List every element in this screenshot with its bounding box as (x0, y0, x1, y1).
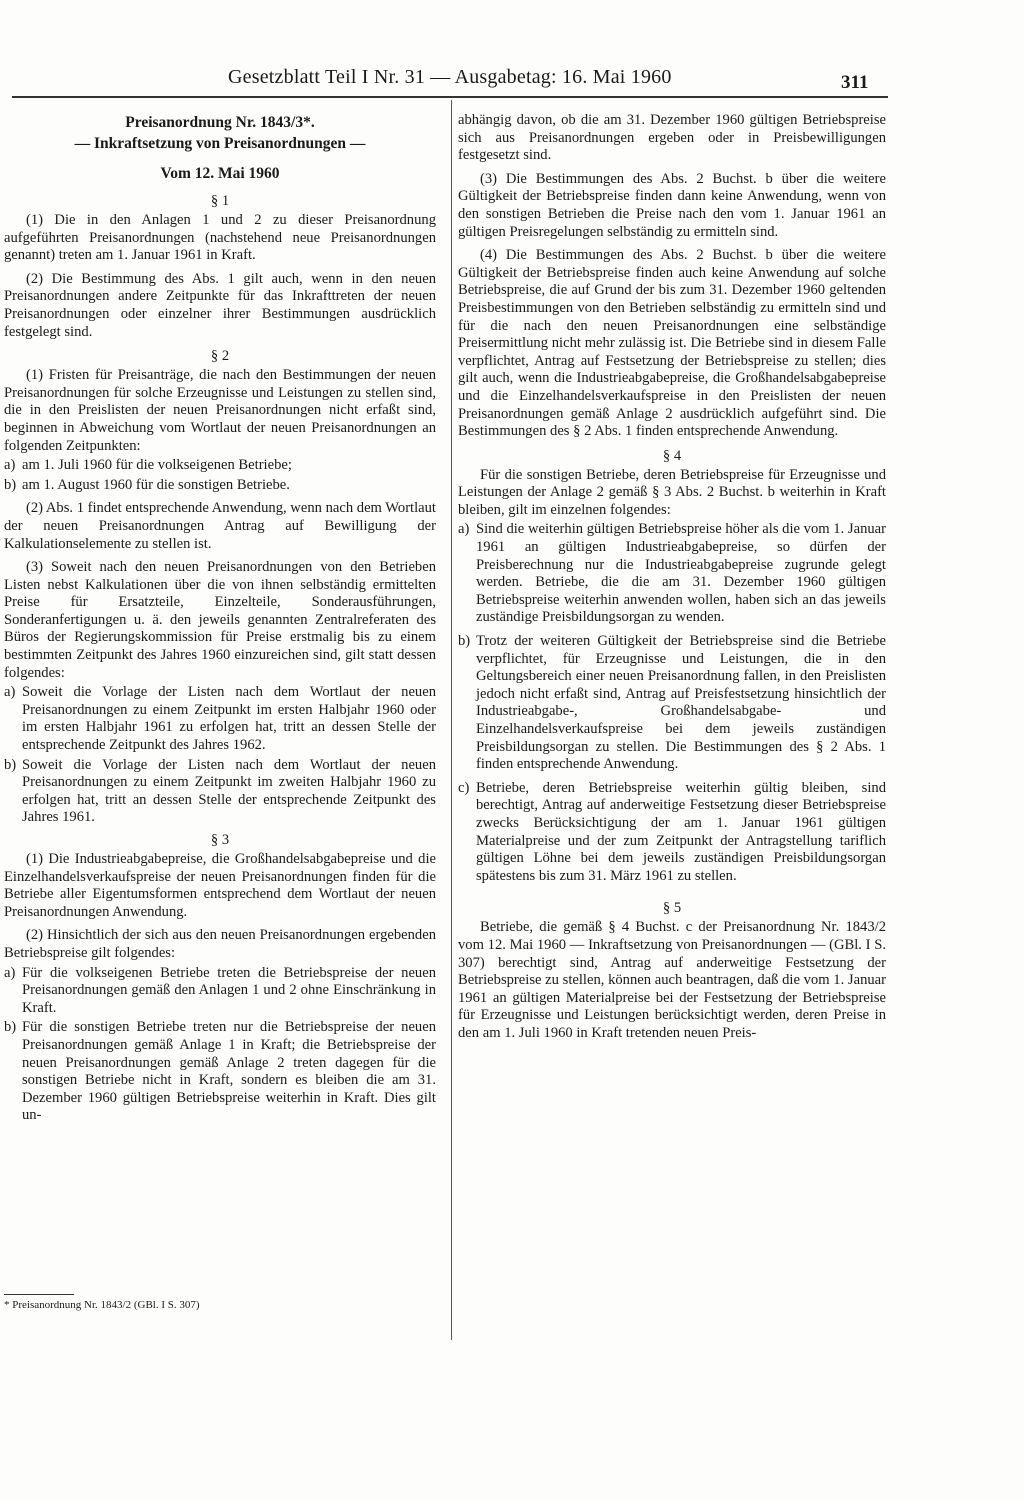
list-item (4, 477, 436, 495)
s1-paragraph-1: (1) Die in den Anlagen 1 und 2 zu dieser Preisanordnung aufgeführten Preisanordnungen (nachstehend neue Preisanordnungen genannt) treten am 1. Januar 1961 in Kraft. (4, 212, 436, 264)
s1-paragraph-2: (2) Die Bestimmung des Abs. 1 gilt auch, wenn in den neuen Preisanordnungen andere Zeitpunkte für das Inkrafttreten der neuen Preisanordnungen oder einzelner ihrer Bestimmungen ausdrücklich festgelegt sind. (4, 270, 436, 340)
list-text: am 1. Juli 1960 für die volkseigenen Betriebe; (22, 457, 292, 474)
list-item (4, 684, 436, 754)
header-rule (12, 96, 888, 98)
list-text: Für die volkseigenen Betriebe treten die Betriebspreise der neuen Preisanordnungen gemäß den Anlagen 1 und 2 ohne Einschränkung in Kraft. (22, 964, 436, 1016)
footnote: * Preisanordnung Nr. 1843/2 (GBl. I S. 307) (4, 1299, 200, 1311)
list-marker: b) (4, 476, 17, 493)
list-text: am 1. August 1960 für die sonstigen Betriebe. (22, 476, 290, 493)
list-item (4, 1019, 436, 1125)
ordinance-title: Preisanordnung Nr. 1843/3*. (125, 114, 315, 131)
list-text: Sind die weiterhin gültigen Betriebspreise höher als die vom 1. Januar 1961 an gültigen Industrieabgabepreise, so dürfen der Preisberechnung nur die Industrieabgabepreise zugrunde gelegt werden. Betriebe, die die am 31. Dezember 1960 gültigen Betriebspreise weiterhin anwenden wollen, haben sich an das jeweils zuständige Preisbildungsorgan zu wenden. (476, 521, 886, 626)
page-number: 311 (841, 72, 869, 93)
footnote-rule (4, 1294, 74, 1295)
section-heading-5: § 5 (662, 900, 682, 917)
list-text: Für die sonstigen Betriebe treten nur die Betriebspreise der neuen Preisanordnungen gemäß Anlage 1 in Kraft; die Betriebspreise der neuen Preisanordnungen gemäß Anlage 2 treten dagegen für die sonstigen Betriebe nicht in Kraft, sondern es bleiben die am 31. Dezember 1960 gültigen Betriebspreise weiterhin in Kraft. Dies gilt un- (22, 1019, 436, 1124)
s3-paragraph-3: (3) Die Bestimmungen des Abs. 2 Buchst. b über die weitere Gültigkeit der Betriebspreise finden dann keine Anwendung, wenn von den sonstigen Betrieben die Preise nach den vom 1. Januar 1961 an gültigen Preisregelungen selbständig zu ermitteln sind. (458, 170, 886, 240)
list-marker: b) (4, 1019, 17, 1036)
list-text: Trotz der weiteren Gültigkeit der Betriebspreise sind die Betriebe verpflichtet, für Erzeugnisse und Leistungen, die in den Geltungsbereich einer neuen Preisanordnung fallen, in den Preislisten jedoch nicht erfaßt sind, Antrag auf Preisfestsetzung hinsichtlich der Industrieabgabe-, Großhandelsabgabe- und Einzelhandelsverkaufspreise bei dem jeweils zuständigen Preisbildungsorgan zu stellen. Die Bestimmungen des § 2 Abs. 1 finden entsprechende Anwendung. (476, 633, 886, 773)
right-column (458, 112, 886, 1049)
s2-paragraph-2: (2) Abs. 1 findet entsprechende Anwendung, wenn nach dem Wortlaut der neuen Preisanordnungen Antrag auf Bewilligung der Kalkulationselemente zu stellen ist. (4, 500, 436, 552)
s3-paragraph-2: (2) Hinsichtlich der sich aus den neuen Preisanordnungen ergebenden Betriebspreise gilt folgendes: (4, 927, 436, 961)
list-marker: b) (4, 756, 17, 773)
section-heading-4: § 4 (662, 447, 682, 464)
list-item (4, 965, 436, 1018)
list-marker: c) (458, 779, 470, 796)
s3-paragraph-1: (1) Die Industrieabgabepreise, die Großhandelsabgabepreise und die Einzelhandelsverkaufspreise der neuen Preisanordnungen finden für die Betriebe aller Eigentumsformen entsprechend dem Wortlaut der neuen Preisanordnungen Anwendung. (4, 851, 436, 920)
s3-paragraph-2-continued: abhängig davon, ob die am 31. Dezember 1960 gültigen Betriebspreise sich aus Preisanordnungen ergeben oder in Preisbewilligungen festgesetzt sind. (458, 112, 886, 164)
list-text: Betriebe, deren Betriebspreise weiterhin gültig bleiben, sind berechtigt, Antrag auf anderweitige Festsetzung dieser Betriebspreise zwecks Berücksichtigung der am 1. Januar 1961 gültigen Materialpreise und der zum Zeitpunkt der Antragstellung tariflich gültigen Löhne bei dem jeweils zuständigen Preisbildungsorgan spätestens bis zum 31. März 1961 zu stellen. (476, 779, 886, 884)
list-marker: a) (458, 521, 470, 538)
ordinance-date: Vom 12. Mai 1960 (160, 165, 280, 182)
ordinance-subtitle: — Inkraftsetzung von Preisanordnungen — (74, 135, 366, 152)
section-heading-2: § 2 (210, 348, 230, 365)
s3-paragraph-4: (4) Die Bestimmungen des Abs. 2 Buchst. b über die weitere Gültigkeit der Betriebspreise finden auch keine Anwendung auf solche Betriebspreise, die auf Grund der bis zum 31. Dezember 1960 geltenden Preisbestimmungen von den Betrieben selbständig zu ermitteln sind und für die nach den neuen Preisanordnungen eine selbständige Preisermittlung nicht mehr zulässig ist. Die Betriebe sind in diesem Falle verpflichtet, Antrag auf Festsetzung der Betriebspreise zu stellen; dies gilt auch, wenn die Industrieabgabepreise, die Großhandelsabgabepreise und die Einzelhandelsverkaufspreise in den Preislisten der neuen Preisanordnungen gemäß Anlage 2 ausdrücklich aufgeführt sind. Die Bestimmungen des § 2 Abs. 1 finden entsprechende Anwendung. (458, 247, 886, 440)
s2-paragraph-1: (1) Fristen für Preisanträge, die nach den Bestimmungen der neuen Preisanordnungen für solche Erzeugnisse und Leistungen zu stellen sind, die in den Preislisten der neuen Preisanordnungen nicht erfaßt sind, beginnen in Abweichung vom Wortlaut der neuen Preisanordnungen an folgenden Zeitpunkten: (4, 367, 436, 454)
s2-paragraph-3: (3) Soweit nach den neuen Preisanordnungen von den Betrieben Listen nebst Kalkulationen über die von ihnen selbständig ermittelten Preise für Ersatzteile, Einzelteile, Sonderausführungen, Sonderanfertigungen u. ä. den jeweils genannten Zentralreferaten des Büros der Regierungskommission für Preise erstmalig bis zu einem bestimmten Zeitpunkt des Jahres 1960 einzureichen sind, gilt statt dessen folgendes: (4, 559, 436, 681)
column-divider (451, 100, 452, 1340)
list-marker: b) (458, 633, 471, 650)
s4-intro: Für die sonstigen Betriebe, deren Betriebspreise für Erzeugnisse und Leistungen der Anlage 2 gemäß § 3 Abs. 2 Buchst. b weiterhin in Kraft bleiben, gilt im einzelnen folgendes: (458, 466, 886, 518)
list-item (4, 757, 436, 827)
section-heading-1: § 1 (210, 193, 230, 209)
header-title: Gesetzblatt Teil I Nr. 31 — Ausgabetag: 16. Mai 1960 (228, 66, 672, 88)
list-item (458, 521, 886, 627)
left-column (4, 112, 436, 1127)
list-item (458, 633, 886, 774)
s5-paragraph-1: Betriebe, die gemäß § 4 Buchst. c der Preisanordnung Nr. 1843/2 vom 12. Mai 1960 — Inkraftsetzung von Preisanordnungen — (GBl. I S. 307) berechtigt sind, Antrag auf anderweitige Festsetzung der Betriebspreise zu stellen, können auch beantragen, daß die vom 1. Januar 1961 an gültigen Materialpreise bei der Festsetzung der Betriebspreise für Erzeugnisse und Leistungen berücksichtigt werden, deren Preise in den am 1. Juli 1960 in Kraft tretenden neuen Preis- (458, 919, 886, 1041)
list-marker: a) (4, 964, 16, 981)
list-text: Soweit die Vorlage der Listen nach dem Wortlaut der neuen Preisanordnungen zu einem Zeitpunkt im zweiten Halbjahr 1960 zu erfolgen hat, tritt an dessen Stelle der entsprechende Zeitpunkt des Jahres 1961. (22, 756, 436, 826)
list-marker: a) (4, 457, 16, 474)
list-marker: a) (4, 684, 16, 701)
list-item (458, 780, 886, 886)
list-text: Soweit die Vorlage der Listen nach dem Wortlaut der neuen Preisanordnungen zu einem Zeitpunkt im ersten Halbjahr 1960 oder im ersten Halbjahr 1961 zu erfolgen hat, tritt an dessen Stelle der entsprechende Zeitpunkt des Jahres 1962. (22, 684, 436, 754)
list-item (4, 457, 436, 475)
section-heading-3: § 3 (210, 832, 230, 848)
